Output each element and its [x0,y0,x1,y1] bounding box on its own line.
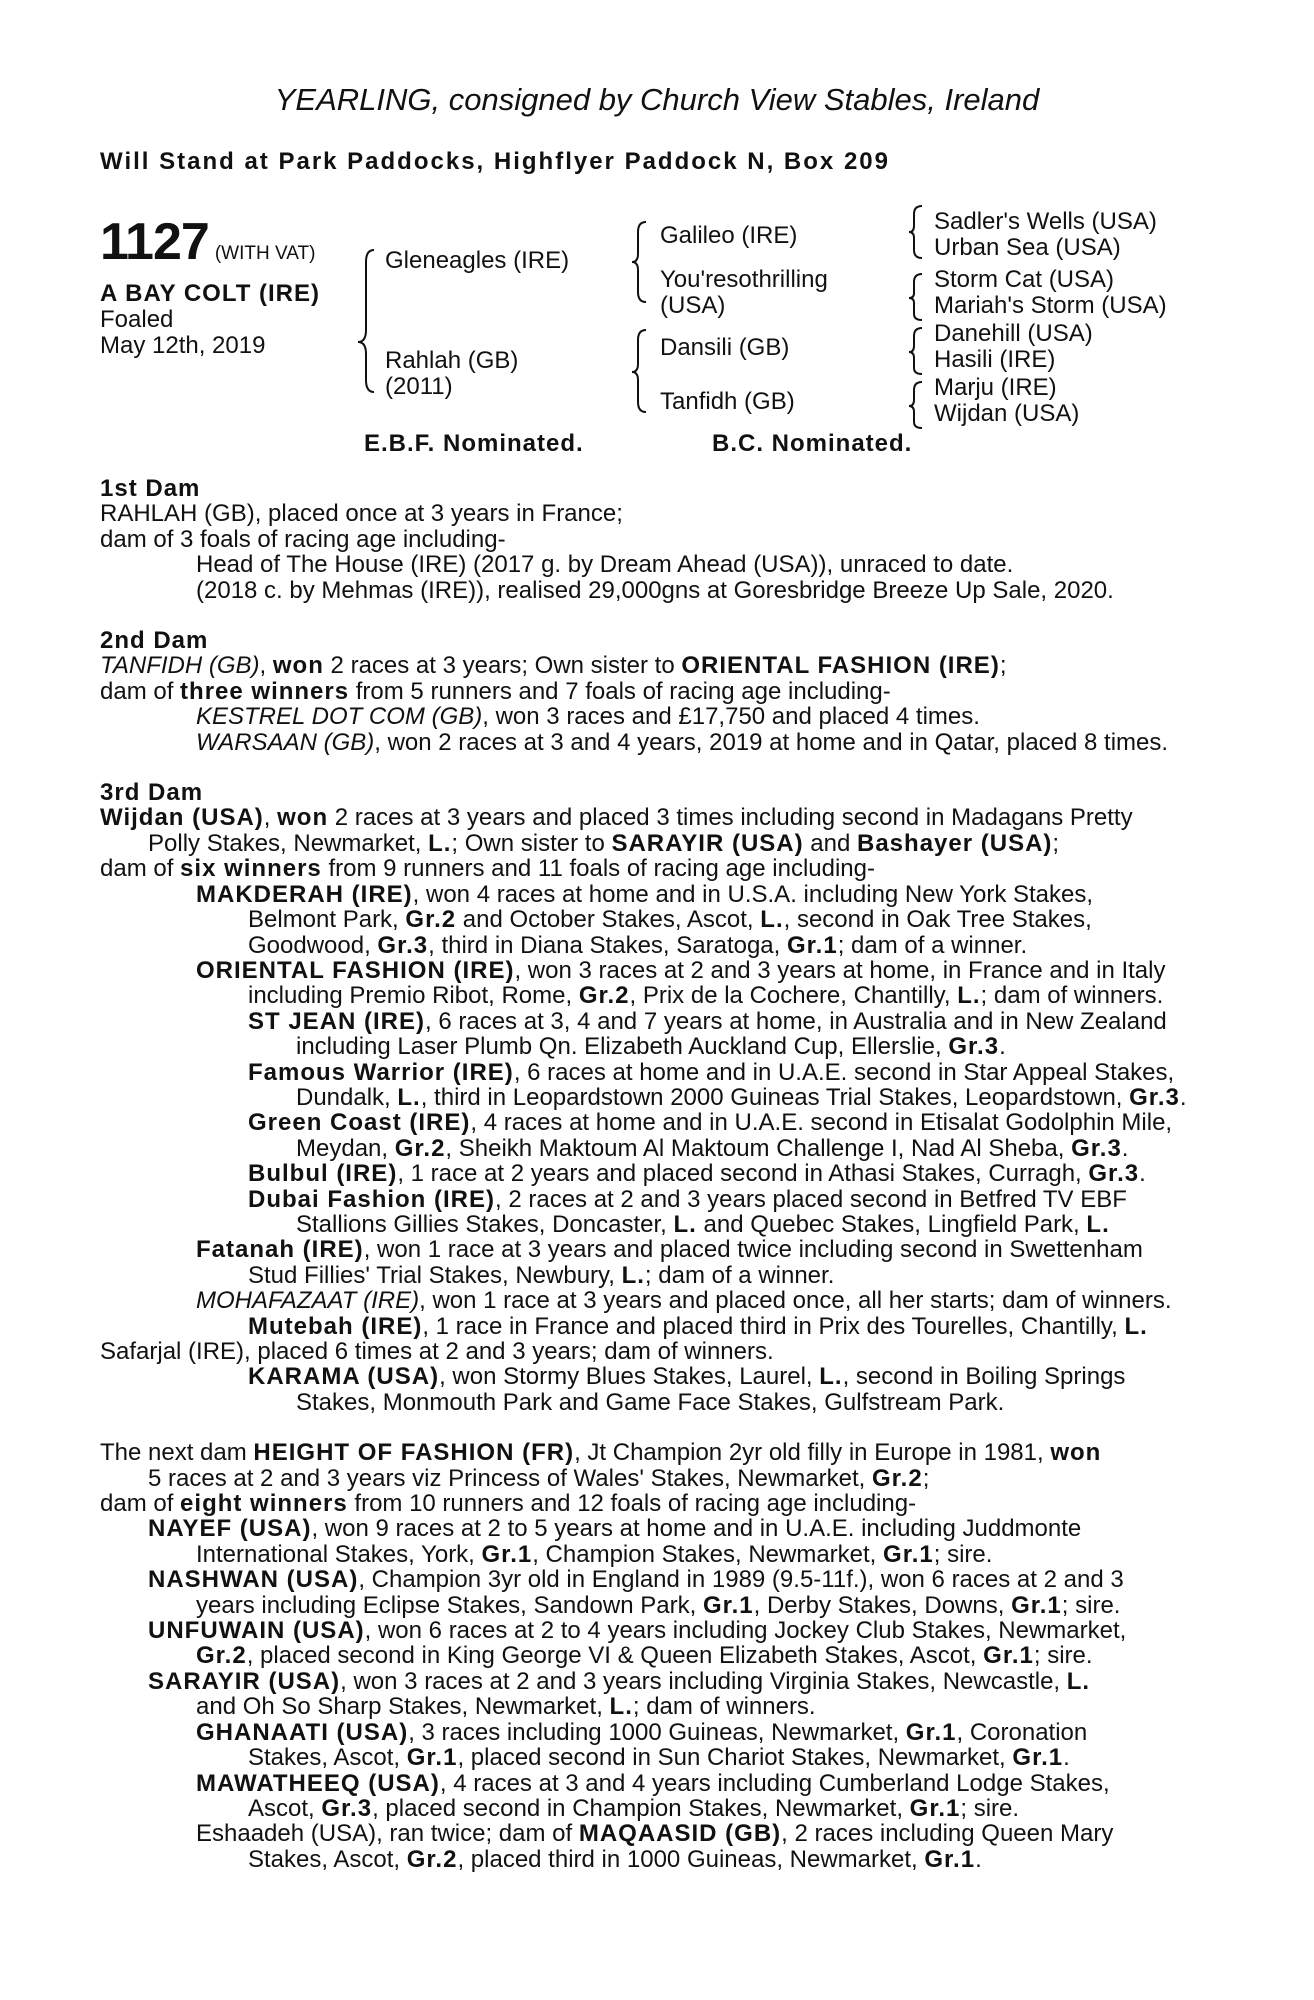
catalogue-body [100,476,1210,1872]
first-dam-line: RAHLAH (GB), placed once at 3 years in France; [100,500,623,528]
first-dam-line: (2018 c. by Mehmas (IRE)), realised 29,000gns at Goresbridge Breeze Up Sale, 2020. [196,576,1114,604]
foaled-label: Foaled [100,306,174,333]
first-dam-heading: 1st Dam [100,475,201,502]
lot-number: 1127 [100,213,209,271]
ancestor-6: Hasili (IRE) [934,346,1056,373]
third-dam-line: dam of six winners from 9 runners and 11 foals of racing age including- [100,855,875,883]
next-dam-line: Stakes, Ascot, Gr.1, placed second in Sun Chariot Stakes, Newmarket, Gr.1. [248,1744,1070,1772]
sire-dam-country: (USA) [660,292,726,319]
second-dam-heading: 2nd Dam [100,627,209,655]
ancestor-4: Mariah's Storm (USA) [934,292,1167,319]
next-dam-line: NASHWAN (USA), Champion 3yr old in England in 1989 (9.5-11f.), won 6 races at 2 and 3 [148,1566,1124,1594]
third-dam-line: KARAMA (USA), won Stormy Blues Stakes, Laurel, L., second in Boiling Springs [248,1363,1126,1391]
third-dam-line: Dubai Fashion (IRE), 2 races at 2 and 3 years placed second in Betfred TV EBF [248,1185,1127,1213]
next-dam-line: UNFUWAIN (USA), won 6 races at 2 to 4 years including Jockey Club Stakes, Newmarket, [148,1617,1127,1645]
third-dam-line: Wijdan (USA), won 2 races at 3 years and placed 3 times including second in Madagans Pretty [100,804,1133,832]
third-dam-line: Dundalk, L., third in Leopardstown 2000 Guineas Trial Stakes, Leopardstown, Gr.3. [296,1083,1187,1111]
lot-description: A BAY COLT (IRE) [100,280,321,307]
third-dam-line: Stallions Gillies Stakes, Doncaster, L. and Quebec Stakes, Lingfield Park, L. [296,1210,1110,1238]
next-dam-line: GHANAATI (USA), 3 races including 1000 Guineas, Newmarket, Gr.1, Coronation [196,1718,1088,1746]
ancestor-1: Sadler's Wells (USA) [934,208,1157,235]
third-dam-line: Mutebah (IRE), 1 race in France and placed third in Prix des Tourelles, Chantilly, L. [248,1312,1148,1340]
next-dam-line: NAYEF (USA), won 9 races at 2 to 5 years at home and in U.A.E. including Juddmonte [148,1515,1082,1543]
vat-note: (WITH VAT) [214,243,316,264]
third-dam-line: including Premio Ribot, Rome, Gr.2, Prix de la Cochere, Chantilly, L.; dam of winners. [248,982,1164,1010]
third-dam-line: Green Coast (IRE), 4 races at home and in U.A.E. second in Etisalat Godolphin Mile, [248,1109,1173,1137]
third-dam-line: Goodwood, Gr.3, third in Diana Stakes, Saratoga, Gr.1; dam of a winner. [248,931,1028,959]
dam-dam-name: Tanfidh (GB) [660,388,795,415]
sire-sire-name: Galileo (IRE) [660,222,798,249]
third-dam-line: Meydan, Gr.2, Sheikh Maktoum Al Maktoum Challenge I, Nad Al Sheba, Gr.3. [296,1134,1129,1162]
third-dam-line: Famous Warrior (IRE), 6 races at home and in U.A.E. second in Star Appeal Stakes, [248,1058,1175,1086]
ancestor-2: Urban Sea (USA) [934,234,1121,261]
third-dam-line: Polly Stakes, Newmarket, L.; Own sister to SARAYIR (USA) and Bashayer (USA); [148,829,1060,857]
third-dam-line: MOHAFAZAAT (IRE), won 1 race at 3 years and placed once, all her starts; dam of winners. [196,1287,1172,1315]
second-dam-line: TANFIDH (GB), won 2 races at 3 years; Own sister to ORIENTAL FASHION (IRE); [100,652,1007,680]
second-dam-line: KESTREL DOT COM (GB), won 3 races and £17,750 and placed 4 times. [196,703,980,731]
next-dam-line: SARAYIR (USA), won 3 races at 2 and 3 years including Virginia Stakes, Newcastle, L. [148,1667,1091,1695]
sire-name: Gleneagles (IRE) [385,247,570,274]
third-dam-line: ST JEAN (IRE), 6 races at 3, 4 and 7 years at home, in Australia and in New Zealand [248,1007,1167,1035]
second-dam-line: WARSAAN (GB), won 2 races at 3 and 4 years, 2019 at home and in Qatar, placed 8 times. [196,728,1169,756]
sire-dam-name: You'resothrilling [660,266,828,293]
third-dam-line: MAKDERAH (IRE), won 4 races at home and in U.S.A. including New York Stakes, [196,880,1094,908]
next-dam-line: The next dam HEIGHT OF FASHION (FR), Jt Champion 2yr old filly in Europe in 1981, won [100,1439,1102,1467]
next-dam-line: Gr.2, placed second in King George VI & Queen Elizabeth Stakes, Ascot, Gr.1; sire. [196,1642,1093,1670]
ancestor-3: Storm Cat (USA) [934,266,1115,293]
second-dam-line: dam of three winners from 5 runners and 7 foals of racing age including- [100,677,891,705]
third-dam-line: Stakes, Monmouth Park and Game Face Stakes, Gulfstream Park. [296,1388,1005,1416]
next-dam-line: Ascot, Gr.3, placed second in Champion Stakes, Newmarket, Gr.1; sire. [248,1794,1020,1822]
next-dam-line: dam of eight winners from 10 runners and 12 foals of racing age including- [100,1490,917,1518]
next-dam-line: 5 races at 2 and 3 years viz Princess of Wales' Stakes, Newmarket, Gr.2; [148,1464,930,1492]
stand-location: Will Stand at Park Paddocks, Highflyer Paddock N, Box 209 [100,148,890,175]
ancestor-8: Wijdan (USA) [934,400,1080,427]
third-dam-line: Fatanah (IRE), won 1 race at 3 years and placed twice including second in Swettenham [196,1236,1143,1264]
third-dam-line: Safarjal (IRE), placed 6 times at 2 and 3 years; dam of winners. [100,1338,774,1365]
dam-name: Rahlah (GB) [385,347,519,374]
next-dam-line: Stakes, Ascot, Gr.2, placed third in 1000 Guineas, Newmarket, Gr.1. [248,1845,982,1873]
ancestor-7: Marju (IRE) [934,374,1057,401]
ancestor-5: Danehill (USA) [934,320,1093,347]
next-dam-line: years including Eclipse Stakes, Sandown Park, Gr.1, Derby Stakes, Downs, Gr.1; sire. [196,1591,1121,1619]
third-dam-line: ORIENTAL FASHION (IRE), won 3 races at 2 and 3 years at home, in France and in Italy [196,956,1166,984]
next-dam-line: MAWATHEEQ (USA), 4 races at 3 and 4 years including Cumberland Lodge Stakes, [196,1769,1110,1797]
dam-year: (2011) [385,373,453,400]
catalogue-title: YEARLING, consigned by Church View Stables, Ireland [274,82,1040,117]
dam-sire-name: Dansili (GB) [660,334,790,361]
first-dam-line: dam of 3 foals of racing age including- [100,525,506,553]
ebf-nomination: E.B.F. Nominated. [364,430,584,457]
foaled-date: May 12th, 2019 [100,332,266,359]
third-dam-line: including Laser Plumb Qn. Elizabeth Auckland Cup, Ellerslie, Gr.3. [296,1033,1006,1061]
bc-nomination: B.C. Nominated. [712,430,913,457]
next-dam-line: International Stakes, York, Gr.1, Champion Stakes, Newmarket, Gr.1; sire. [196,1540,993,1568]
third-dam-line: Bulbul (IRE), 1 race at 2 years and placed second in Athasi Stakes, Curragh, Gr.3. [248,1160,1146,1188]
next-dam-line: and Oh So Sharp Stakes, Newmarket, L.; dam of winners. [196,1693,816,1721]
next-dam-line: Eshaadeh (USA), ran twice; dam of MAQAASID (GB), 2 races including Queen Mary [196,1820,1114,1848]
third-dam-heading: 3rd Dam [100,779,204,807]
first-dam-line: Head of The House (IRE) (2017 g. by Dream Ahead (USA)), unraced to date. [196,551,1014,579]
third-dam-line: Stud Fillies' Trial Stakes, Newbury, L.; dam of a winner. [248,1261,835,1289]
third-dam-line: Belmont Park, Gr.2 and October Stakes, Ascot, L., second in Oak Tree Stakes, [248,906,1092,934]
